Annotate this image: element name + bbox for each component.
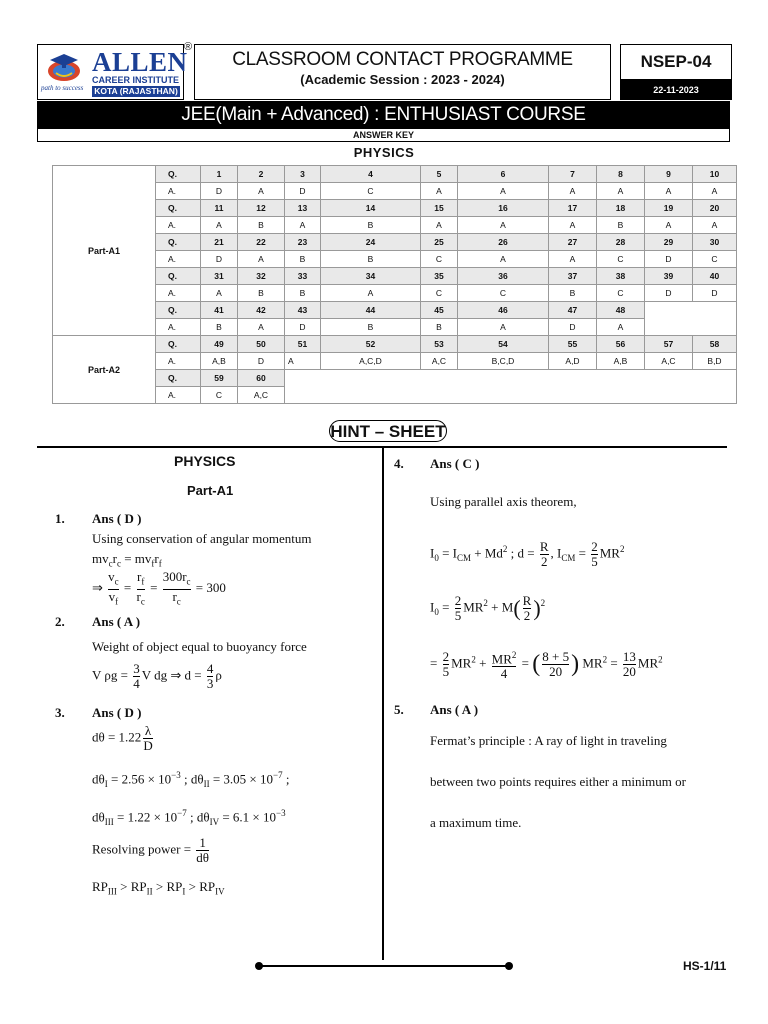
- logo-tagline: path to success: [41, 84, 84, 92]
- answer-value: A,D: [549, 353, 597, 370]
- answer-value: A: [549, 183, 597, 200]
- empty-cell: [285, 370, 737, 404]
- equation: $I_0 = I_{CM} + Md^2$ ; d = $\frac{R}{2}$ , $I_{CM}$ = $\frac{2}{5}$ $MR^2$: [430, 539, 625, 569]
- question-row: [53, 200, 737, 217]
- question-number: 10: [693, 166, 737, 183]
- answer-value: A,B: [597, 353, 645, 370]
- solution-number: 3.: [55, 705, 65, 720]
- question-number: 14: [321, 200, 421, 217]
- question-number: 56: [597, 336, 645, 353]
- question-number: 42: [238, 302, 285, 319]
- question-row: [53, 370, 737, 387]
- answer-value: A: [201, 285, 238, 302]
- solution-text: Using conservation of angular momentum: [92, 531, 312, 546]
- question-number: 24: [321, 234, 421, 251]
- solution-number: 2.: [55, 614, 65, 629]
- question-number: 29: [645, 234, 693, 251]
- subject-heading: PHYSICS: [353, 145, 415, 160]
- question-number: 60: [238, 370, 285, 387]
- question-row: [53, 302, 737, 319]
- question-number: 21: [201, 234, 238, 251]
- question-number: 46: [458, 302, 549, 319]
- question-number: 8: [597, 166, 645, 183]
- hint-sheet-title: HINT – SHEET: [330, 422, 446, 441]
- answer-value: A: [597, 319, 645, 336]
- answer-row: [53, 251, 737, 268]
- part-label: Part-A2: [53, 336, 156, 404]
- paper-date: 22-11-2023: [620, 80, 732, 100]
- question-number: 19: [645, 200, 693, 217]
- answer-row: [53, 319, 737, 336]
- answer-value: A: [549, 251, 597, 268]
- answer-value: A,C: [238, 387, 285, 404]
- program-title: CLASSROOM CONTACT PROGRAMME: [232, 49, 573, 70]
- answer-value: A: [645, 217, 693, 234]
- answer-value: C: [597, 251, 645, 268]
- question-number: 50: [238, 336, 285, 353]
- answer-value: D: [201, 183, 238, 200]
- footer-dot: [255, 962, 263, 970]
- question-number: 55: [549, 336, 597, 353]
- solution-text: Fermat’s principle : A ray of light in traveling: [430, 733, 667, 748]
- answer-value: C: [321, 183, 421, 200]
- question-number: 34: [321, 268, 421, 285]
- question-number: 59: [201, 370, 238, 387]
- answer-value: B: [201, 319, 238, 336]
- question-number: 58: [693, 336, 737, 353]
- question-number: 1: [201, 166, 238, 183]
- solution-answer: Ans ( A ): [92, 614, 141, 629]
- equation: $d\theta_{III} = 1.22 \times 10^{-7}$ ; $d\theta_{IV} = 6.1 \times 10^{-3}$: [92, 808, 286, 827]
- equation: dθ = 1.22 $\frac{\lambda}{D}$: [92, 723, 153, 753]
- solution-number: 5.: [394, 702, 404, 717]
- question-number: 43: [285, 302, 321, 319]
- question-number: 39: [645, 268, 693, 285]
- question-number: 54: [458, 336, 549, 353]
- hint-subject: PHYSICS: [174, 453, 236, 469]
- question-number: 53: [421, 336, 458, 353]
- answer-value: A: [597, 183, 645, 200]
- hint-part: Part-A1: [187, 483, 234, 498]
- solution-number: 4.: [394, 456, 404, 471]
- answer-value: A: [458, 217, 549, 234]
- answer-value: B: [597, 217, 645, 234]
- header: [37, 41, 730, 100]
- equation: = $\frac{2}{5}$ $MR^2$ + $\frac{MR^2}{4}$ = ( $\frac{8 + 5}{20}$ ) $MR^2$ = $\frac{13}{20}$ $MR^2$: [430, 649, 663, 682]
- answer-value: D: [549, 319, 597, 336]
- answer-row: [53, 353, 737, 370]
- question-number: 27: [549, 234, 597, 251]
- question-number: 7: [549, 166, 597, 183]
- a-label: A.: [156, 183, 201, 200]
- logo-location: KOTA (RAJASTHAN): [92, 86, 180, 97]
- answer-value: A,C,D: [321, 353, 421, 370]
- answer-value: A: [645, 183, 693, 200]
- question-number: 44: [321, 302, 421, 319]
- answer-value: A,B: [201, 353, 238, 370]
- academic-session: (Academic Session : 2023 - 2024): [300, 72, 505, 87]
- graduation-cap-icon: [42, 51, 86, 83]
- question-number: 16: [458, 200, 549, 217]
- answer-value: A: [321, 285, 421, 302]
- question-number: 6: [458, 166, 549, 183]
- solution-text: between two points requires either a minimum or: [430, 774, 686, 789]
- answer-value: C: [421, 251, 458, 268]
- q-label: Q.: [156, 268, 201, 285]
- solution-text: Weight of object equal to buoyancy force: [92, 639, 307, 654]
- solution-answer: Ans ( D ): [92, 511, 142, 526]
- answer-row: [53, 285, 737, 302]
- a-label: A.: [156, 353, 201, 370]
- answer-value: A: [201, 217, 238, 234]
- divider-vertical: [382, 448, 384, 960]
- question-number: 17: [549, 200, 597, 217]
- answer-value: B: [321, 217, 421, 234]
- solution-answer: Ans ( C ): [430, 456, 480, 471]
- answer-value: A: [693, 183, 737, 200]
- program-box: [194, 44, 611, 100]
- answer-row: [53, 217, 737, 234]
- solution-text: a maximum time.: [430, 815, 522, 830]
- logo-name: ALLEN: [92, 47, 188, 77]
- a-label: A.: [156, 387, 201, 404]
- answer-value: A: [458, 319, 549, 336]
- answer-value: A: [458, 251, 549, 268]
- question-row: [53, 268, 737, 285]
- answer-value: A: [285, 217, 321, 234]
- q-label: Q.: [156, 370, 201, 387]
- question-number: 40: [693, 268, 737, 285]
- question-number: 15: [421, 200, 458, 217]
- equation: $I_0$ = $\frac{2}{5}$ $MR^2 + M$( $\frac{R}{2}$ )$^2$: [430, 593, 546, 623]
- answer-value: D: [285, 319, 321, 336]
- question-number: 57: [645, 336, 693, 353]
- question-number: 48: [597, 302, 645, 319]
- answer-value: D: [238, 353, 285, 370]
- question-number: 2: [238, 166, 285, 183]
- question-row: [53, 166, 737, 183]
- answer-value: B,C,D: [458, 353, 549, 370]
- a-label: A.: [156, 251, 201, 268]
- question-number: 11: [201, 200, 238, 217]
- answer-value: B: [321, 251, 421, 268]
- answer-key-label: ANSWER KEY: [37, 129, 730, 142]
- answer-value: D: [693, 285, 737, 302]
- part-label: Part-A1: [53, 166, 156, 336]
- question-number: 18: [597, 200, 645, 217]
- solution-answer: Ans ( D ): [92, 705, 142, 720]
- solution-text: Using parallel axis theorem,: [430, 494, 577, 509]
- question-number: 41: [201, 302, 238, 319]
- answer-value: B: [285, 285, 321, 302]
- footer-dot: [505, 962, 513, 970]
- a-label: A.: [156, 285, 201, 302]
- answer-value: C: [421, 285, 458, 302]
- answer-value: B: [549, 285, 597, 302]
- question-number: 51: [285, 336, 321, 353]
- answer-value: C: [597, 285, 645, 302]
- answer-value: A: [458, 183, 549, 200]
- question-number: 26: [458, 234, 549, 251]
- question-number: 13: [285, 200, 321, 217]
- answer-value: A: [421, 183, 458, 200]
- question-row: [53, 336, 737, 353]
- answer-value: A: [238, 319, 285, 336]
- question-number: 37: [549, 268, 597, 285]
- equation: V ρg = $\frac{3}{4}$ V dg ⇒ d = $\frac{4}{3}$ ρ: [92, 661, 222, 691]
- answer-value: C: [201, 387, 238, 404]
- question-number: 4: [321, 166, 421, 183]
- answer-value: B: [321, 319, 421, 336]
- equation: Resolving power = $\frac{1}{d\theta}$: [92, 835, 210, 865]
- question-number: 28: [597, 234, 645, 251]
- question-number: 30: [693, 234, 737, 251]
- question-number: 3: [285, 166, 321, 183]
- equation: ⇒ $\frac{v_c}{v_f}$ = $\frac{r_f}{r_c}$ = $\frac{300r_c}{r_c}$ = 300: [92, 569, 226, 607]
- question-number: 12: [238, 200, 285, 217]
- solution-answer: Ans ( A ): [430, 702, 479, 717]
- paper-code: NSEP-04: [620, 44, 732, 80]
- a-label: A.: [156, 217, 201, 234]
- question-number: 35: [421, 268, 458, 285]
- question-number: 5: [421, 166, 458, 183]
- question-number: 49: [201, 336, 238, 353]
- question-number: 22: [238, 234, 285, 251]
- footer-rule: [258, 965, 510, 967]
- answer-value: A: [693, 217, 737, 234]
- q-label: Q.: [156, 234, 201, 251]
- q-label: Q.: [156, 302, 201, 319]
- answer-value: D: [201, 251, 238, 268]
- registered-mark: ®: [184, 41, 193, 53]
- question-number: 20: [693, 200, 737, 217]
- answer-value: A: [421, 217, 458, 234]
- solution-number: 1.: [55, 511, 65, 526]
- answer-value: A: [285, 353, 321, 370]
- answer-key-table: [52, 165, 737, 404]
- answer-value: A,C: [421, 353, 458, 370]
- question-row: [53, 234, 737, 251]
- equation: $RP_{III} > RP_{II} > RP_I > RP_{IV}$: [92, 879, 225, 897]
- answer-value: B: [238, 217, 285, 234]
- empty-cell: [645, 302, 737, 336]
- answer-value: B: [421, 319, 458, 336]
- question-number: 38: [597, 268, 645, 285]
- question-number: 32: [238, 268, 285, 285]
- answer-value: C: [458, 285, 549, 302]
- question-number: 36: [458, 268, 549, 285]
- question-number: 25: [421, 234, 458, 251]
- question-number: 33: [285, 268, 321, 285]
- answer-value: A: [549, 217, 597, 234]
- question-number: 52: [321, 336, 421, 353]
- answer-row: [53, 183, 737, 200]
- equation: $d\theta_I = 2.56 \times 10^{-3}$ ; $d\theta_{II} = 3.05 \times 10^{-7}$ ;: [92, 770, 290, 789]
- q-label: Q.: [156, 166, 201, 183]
- answer-value: A: [238, 251, 285, 268]
- answer-value: D: [645, 285, 693, 302]
- allen-logo: [37, 41, 193, 100]
- a-label: A.: [156, 319, 201, 336]
- q-label: Q.: [156, 336, 201, 353]
- logo-subtitle: CAREER INSTITUTE: [92, 75, 180, 85]
- answer-value: D: [645, 251, 693, 268]
- page-number: HS-1/11: [683, 959, 727, 973]
- answer-value: B,D: [693, 353, 737, 370]
- question-number: 47: [549, 302, 597, 319]
- question-number: 23: [285, 234, 321, 251]
- question-number: 9: [645, 166, 693, 183]
- answer-value: A,C: [645, 353, 693, 370]
- question-number: 45: [421, 302, 458, 319]
- answer-value: D: [285, 183, 321, 200]
- course-title: JEE(Main + Advanced) : ENTHUSIAST COURSE: [37, 101, 730, 129]
- answer-value: B: [285, 251, 321, 268]
- answer-value: C: [693, 251, 737, 268]
- q-label: Q.: [156, 200, 201, 217]
- question-number: 31: [201, 268, 238, 285]
- answer-value: B: [238, 285, 285, 302]
- solution-text: Resolving power =: [92, 841, 192, 857]
- answer-value: A: [238, 183, 285, 200]
- equation: $mv_cr_c = mv_fr_f$: [92, 551, 162, 569]
